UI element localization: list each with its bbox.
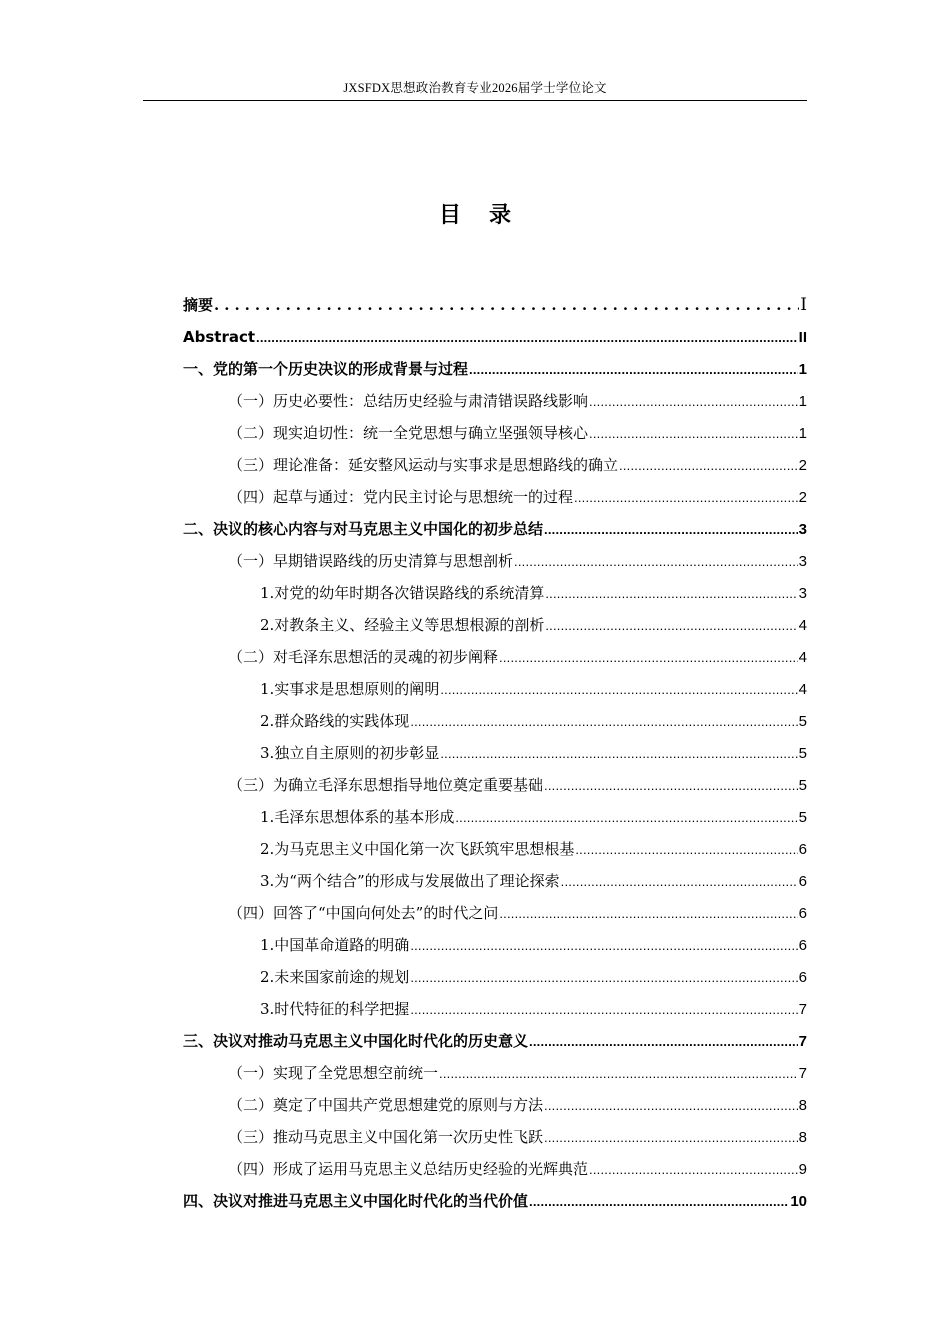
toc-entry[interactable]	[183, 993, 807, 1025]
toc-entry-page-number: 2	[798, 489, 807, 506]
toc-entry[interactable]	[183, 385, 807, 417]
toc-dot-leader	[544, 770, 798, 802]
toc-entry[interactable]	[183, 481, 807, 513]
toc-entry-label: 二、决议的核心内容与对马克思主义中国化的初步总结	[183, 520, 544, 538]
toc-entry[interactable]	[183, 1153, 807, 1185]
toc-entry[interactable]	[183, 1025, 807, 1057]
toc-entry[interactable]	[183, 513, 807, 545]
toc-dot-leader	[214, 289, 799, 321]
toc-entry[interactable]	[183, 353, 807, 385]
toc-entry-page-number: 4	[798, 649, 807, 666]
toc-entry-label: 三、决议对推动马克思主义中国化时代化的历史意义	[183, 1032, 529, 1050]
toc-dot-leader	[545, 578, 797, 610]
toc-entry[interactable]	[183, 545, 807, 577]
toc-entry-page-number: 2	[798, 457, 807, 474]
toc-entry-page-number: II	[798, 329, 807, 346]
toc-entry[interactable]	[183, 417, 807, 449]
toc-entry[interactable]	[183, 833, 807, 865]
toc-entry-label: 1.对党的幼年时期各次错误路线的系统清算	[260, 584, 545, 602]
toc-dot-leader	[256, 322, 798, 354]
toc-dot-leader	[440, 738, 797, 770]
toc-dot-leader	[514, 546, 798, 578]
toc-dot-leader	[545, 610, 797, 642]
toc-entry[interactable]	[183, 673, 807, 705]
toc-dot-leader	[619, 450, 798, 482]
toc-entry[interactable]	[183, 897, 807, 929]
toc-entry-label: 1.实事求是思想原则的阐明	[260, 680, 440, 698]
toc-entry-page-number: 6	[798, 905, 807, 922]
toc-dot-leader	[575, 834, 797, 866]
toc-entry-label: （四）形成了运用马克思主义总结历史经验的光辉典范	[228, 1160, 589, 1178]
toc-entry-page-number: 5	[798, 713, 807, 730]
toc-dot-leader	[455, 802, 797, 834]
toc-entry[interactable]	[183, 321, 807, 353]
toc-entry[interactable]	[183, 1057, 807, 1089]
table-of-contents	[183, 289, 807, 1217]
header-rule	[143, 100, 807, 101]
toc-entry-page-number: 6	[798, 873, 807, 890]
toc-entry[interactable]	[183, 641, 807, 673]
toc-entry-page-number: 3	[798, 553, 807, 570]
toc-entry[interactable]	[183, 769, 807, 801]
toc-entry-page-number: 10	[790, 1193, 807, 1210]
toc-entry-label: （四）回答了“中国向何处去”的时代之问	[228, 904, 499, 922]
toc-entry-page-number: 7	[798, 1065, 807, 1082]
toc-entry-label: 1.中国革命道路的明确	[260, 936, 410, 954]
toc-entry-label: （三）理论准备：延安整风运动与实事求是思想路线的确立	[228, 456, 619, 474]
toc-entry-page-number: 7	[798, 1001, 807, 1018]
toc-entry-label: 1.毛泽东思想体系的基本形成	[260, 808, 455, 826]
toc-entry-label: 四、决议对推进马克思主义中国化时代化的当代价值	[183, 1192, 529, 1210]
toc-dot-leader	[561, 866, 798, 898]
toc-dot-leader	[410, 962, 797, 994]
toc-entry-page-number: 5	[798, 745, 807, 762]
toc-entry-page-number: 7	[798, 1033, 807, 1050]
toc-entry-page-number: 1	[798, 425, 807, 442]
toc-dot-leader	[439, 1058, 798, 1090]
toc-entry-page-number: 5	[798, 809, 807, 826]
toc-dot-leader	[544, 1122, 798, 1154]
toc-entry[interactable]	[183, 865, 807, 897]
toc-entry[interactable]	[183, 929, 807, 961]
toc-dot-leader	[410, 994, 797, 1026]
toc-entry-label: Abstract	[183, 328, 256, 346]
toc-entry[interactable]	[183, 961, 807, 993]
toc-entry-label: （四）起草与通过：党内民主讨论与思想统一的过程	[228, 488, 574, 506]
toc-entry-page-number: 6	[798, 937, 807, 954]
toc-entry-label: 2.对教条主义、经验主义等思想根源的剖析	[260, 616, 545, 634]
toc-entry[interactable]	[183, 577, 807, 609]
toc-entry-label: 3.独立自主原则的初步彰显	[260, 744, 440, 762]
toc-entry-page-number: 6	[798, 969, 807, 986]
toc-dot-leader	[529, 1026, 798, 1058]
toc-entry-label: 2.群众路线的实践体现	[260, 712, 410, 730]
toc-dot-leader	[499, 898, 797, 930]
toc-entry-page-number: 1	[798, 361, 807, 378]
toc-entry-label: （二）奠定了中国共产党思想建党的原则与方法	[228, 1096, 544, 1114]
toc-entry-page-number: 9	[798, 1161, 807, 1178]
running-header: JXSFDX思想政治教育专业2026届学士学位论文	[343, 81, 607, 95]
toc-dot-leader	[410, 706, 797, 738]
toc-entry-label: 3.为“两个结合”的形成与发展做出了理论探索	[260, 872, 560, 890]
toc-entry-label: （三）为确立毛泽东思想指导地位奠定重要基础	[228, 776, 544, 794]
toc-dot-leader	[589, 1154, 798, 1186]
toc-dot-leader	[410, 930, 797, 962]
toc-entry[interactable]	[183, 705, 807, 737]
toc-dot-leader	[440, 674, 797, 706]
toc-entry-label: （一）早期错误路线的历史清算与思想剖析	[228, 552, 514, 570]
toc-dot-leader	[544, 514, 798, 546]
toc-dot-leader	[469, 354, 798, 386]
toc-entry-label: 2.为马克思主义中国化第一次飞跃筑牢思想根基	[260, 840, 575, 858]
toc-entry[interactable]	[183, 1185, 807, 1217]
toc-entry-page-number: 5	[798, 777, 807, 794]
toc-entry-page-number: 8	[798, 1097, 807, 1114]
toc-entry-page-number: 3	[798, 521, 807, 538]
toc-dot-leader	[589, 418, 798, 450]
toc-entry-page-number: Ⅰ	[800, 295, 807, 315]
toc-entry[interactable]	[183, 1121, 807, 1153]
toc-entry-label: 2.未来国家前途的规划	[260, 968, 410, 986]
toc-entry[interactable]	[183, 801, 807, 833]
toc-dot-leader	[544, 1090, 798, 1122]
toc-entry-label: 3.时代特征的科学把握	[260, 1000, 410, 1018]
toc-entry[interactable]	[183, 289, 807, 321]
toc-entry-label: （二）对毛泽东思想活的灵魂的初步阐释	[228, 648, 499, 666]
toc-title: 目录	[438, 203, 539, 228]
toc-entry[interactable]	[183, 737, 807, 769]
toc-entry-label: （一）历史必要性：总结历史经验与肃清错误路线影响	[228, 392, 589, 410]
toc-entry-label: 摘要	[183, 296, 214, 314]
toc-entry-page-number: 3	[798, 585, 807, 602]
toc-entry[interactable]	[183, 1089, 807, 1121]
toc-entry[interactable]	[183, 449, 807, 481]
toc-entry-label: （三）推动马克思主义中国化第一次历史性飞跃	[228, 1128, 544, 1146]
toc-entry-page-number: 8	[798, 1129, 807, 1146]
toc-entry-label: 一、党的第一个历史决议的形成背景与过程	[183, 360, 469, 378]
toc-entry[interactable]	[183, 609, 807, 641]
toc-entry-page-number: 6	[798, 841, 807, 858]
toc-dot-leader	[574, 482, 798, 514]
toc-dot-leader	[499, 642, 798, 674]
toc-entry-page-number: 4	[798, 617, 807, 634]
toc-entry-label: （二）现实迫切性：统一全党思想与确立坚强领导核心	[228, 424, 589, 442]
toc-dot-leader	[529, 1186, 789, 1218]
toc-entry-page-number: 1	[798, 393, 807, 410]
toc-entry-page-number: 4	[798, 681, 807, 698]
toc-entry-label: （一）实现了全党思想空前统一	[228, 1064, 439, 1082]
toc-dot-leader	[589, 386, 798, 418]
